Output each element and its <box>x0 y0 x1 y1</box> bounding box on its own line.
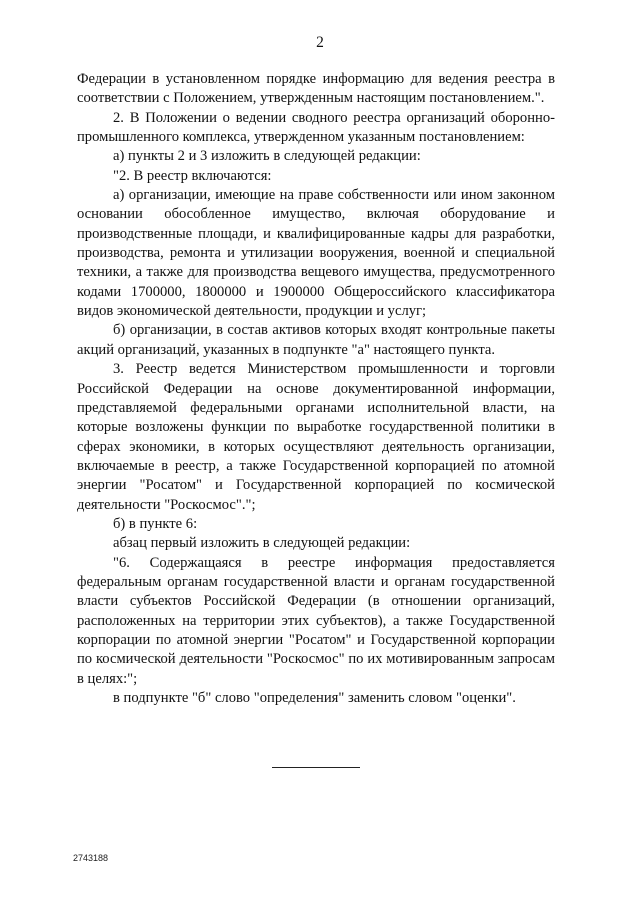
paragraph-clause-2: "2. В реестр включаются: <box>113 167 272 184</box>
page-number: 2 <box>316 34 324 51</box>
paragraph-clause-2-b: б) организации, в состав активов которых входят контрольные пакеты акций организаций, указанных в подпункте "а" настоящего пункта. <box>77 322 555 358</box>
paragraph-word-replacement: в подпункте "б" слово "определения" заменить словом "оценки". <box>113 690 516 706</box>
document-body <box>77 70 555 708</box>
paragraph-first-para-edit: абзац первый изложить в следующей редакции: <box>113 535 411 552</box>
paragraph-continuation: Федерации в установленном порядке информацию для ведения реестра в соответствии с Положением, утвержденным настоящим постановлением.". <box>77 71 555 107</box>
separator-line <box>272 767 360 768</box>
paragraph-subitem-a: а) пункты 2 и 3 изложить в следующей редакции: <box>113 148 421 165</box>
paragraph-clause-3: 3. Реестр ведется Министерством промышленности и торговли Российской Федерации на основе документированной информации, представляемой федеральными органами исполнительной власти, на которые возложены функции по выработке государственной политики в сферах экономики, в которых осуществляют деятельность организации, включаемые в реестр, а также Государственной корпорацией по атомной энергии "Росатом" и Государственной корпорацией по космической деятельности "Роскосмос"."; <box>77 361 555 513</box>
paragraph-clause-6: "6. Содержащаяся в реестре информация предоставляется федеральным органам государственной власти и органам государственной власти субъектов Российской Федерации (в отношении организаций, расположенных на территории этих субъектов), а также Государственной корпорации по атомной энергии "Росатом" и Государственной корпорации по космической деятельности "Роскосмос" по их мотивированным запросам в целях:"; <box>77 554 555 687</box>
paragraph-subitem-b: б) в пункте 6: <box>113 515 198 532</box>
paragraph-clause-2-a: а) организации, имеющие на праве собственности или ином законном основании обособленное имущество, включая оборудование и производственные площади, и квалифицированные кадры для разработки, производства, ремонта и утилизации вооружения, военной и специальной техники, а также для производства вещевого имущества, предусмотренного кодами 1700000, 1800000 и 1900000 Общероссийского классификатора видов экономической деятельности, продукции и услуг; <box>77 187 555 320</box>
document-id: 2743188 <box>73 853 109 863</box>
paragraph-item-2: 2. В Положении о ведении сводного реестра организаций оборонно-промышленного комплекса, утвержденном указанным постановлением: <box>77 109 555 146</box>
